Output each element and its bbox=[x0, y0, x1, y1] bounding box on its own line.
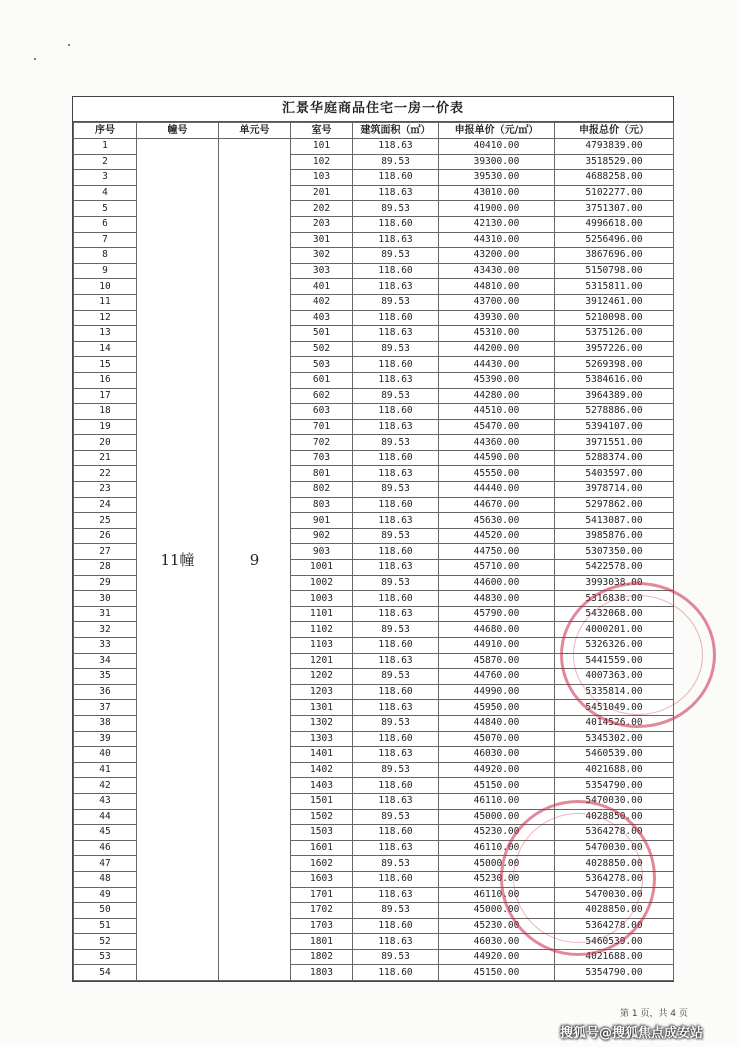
scan-speck bbox=[68, 44, 70, 46]
area-cell: 89.53 bbox=[353, 856, 439, 872]
total-price-cell: 5422578.00 bbox=[555, 560, 674, 576]
row-index-cell: 44 bbox=[74, 809, 137, 825]
row-index-cell: 51 bbox=[74, 918, 137, 934]
area-cell: 89.53 bbox=[353, 388, 439, 404]
column-header-unit: 单元号 bbox=[219, 123, 291, 139]
area-cell: 89.53 bbox=[353, 762, 439, 778]
room-cell: 1002 bbox=[291, 575, 353, 591]
area-cell: 118.60 bbox=[353, 684, 439, 700]
area-cell: 89.53 bbox=[353, 154, 439, 170]
total-price-cell: 5297862.00 bbox=[555, 497, 674, 513]
room-cell: 801 bbox=[291, 466, 353, 482]
row-index-cell: 33 bbox=[74, 638, 137, 654]
row-index-cell: 54 bbox=[74, 965, 137, 981]
room-cell: 101 bbox=[291, 139, 353, 155]
total-price-cell: 5375126.00 bbox=[555, 326, 674, 342]
row-index-cell: 9 bbox=[74, 263, 137, 279]
unit-price-cell: 45150.00 bbox=[439, 778, 555, 794]
total-price-cell: 4793839.00 bbox=[555, 139, 674, 155]
row-index-cell: 19 bbox=[74, 419, 137, 435]
room-cell: 1702 bbox=[291, 903, 353, 919]
row-index-cell: 41 bbox=[74, 762, 137, 778]
table-row bbox=[74, 139, 674, 155]
unit-price-cell: 44430.00 bbox=[439, 357, 555, 373]
row-index-cell: 42 bbox=[74, 778, 137, 794]
column-header-area: 建筑面积（㎡） bbox=[353, 123, 439, 139]
row-index-cell: 46 bbox=[74, 840, 137, 856]
total-price-cell: 5451049.00 bbox=[555, 700, 674, 716]
room-cell: 701 bbox=[291, 419, 353, 435]
total-price-cell: 5210098.00 bbox=[555, 310, 674, 326]
row-index-cell: 31 bbox=[74, 606, 137, 622]
total-price-cell: 5345302.00 bbox=[555, 731, 674, 747]
price-table-sheet bbox=[72, 96, 674, 982]
row-index-cell: 6 bbox=[74, 216, 137, 232]
total-price-cell: 5269398.00 bbox=[555, 357, 674, 373]
room-cell: 703 bbox=[291, 450, 353, 466]
unit-price-cell: 43930.00 bbox=[439, 310, 555, 326]
total-price-cell: 4021688.00 bbox=[555, 949, 674, 965]
unit-price-cell: 39300.00 bbox=[439, 154, 555, 170]
area-cell: 118.63 bbox=[353, 934, 439, 950]
room-cell: 802 bbox=[291, 482, 353, 498]
row-index-cell: 35 bbox=[74, 669, 137, 685]
area-cell: 89.53 bbox=[353, 575, 439, 591]
unit-price-cell: 44520.00 bbox=[439, 528, 555, 544]
total-price-cell: 5441559.00 bbox=[555, 653, 674, 669]
unit-price-cell: 45070.00 bbox=[439, 731, 555, 747]
unit-price-cell: 44680.00 bbox=[439, 622, 555, 638]
room-cell: 1403 bbox=[291, 778, 353, 794]
page-number: 第 1 页，共 4 页 bbox=[620, 1009, 688, 1019]
unit-price-cell: 44510.00 bbox=[439, 404, 555, 420]
unit-price-cell: 43200.00 bbox=[439, 248, 555, 264]
room-cell: 1003 bbox=[291, 591, 353, 607]
area-cell: 118.60 bbox=[353, 871, 439, 887]
room-cell: 1703 bbox=[291, 918, 353, 934]
row-index-cell: 14 bbox=[74, 341, 137, 357]
unit-price-cell: 44810.00 bbox=[439, 279, 555, 295]
unit-price-cell: 43700.00 bbox=[439, 294, 555, 310]
row-index-cell: 37 bbox=[74, 700, 137, 716]
unit-price-cell: 45870.00 bbox=[439, 653, 555, 669]
area-cell: 118.60 bbox=[353, 357, 439, 373]
total-price-cell: 5394107.00 bbox=[555, 419, 674, 435]
area-cell: 118.60 bbox=[353, 216, 439, 232]
total-price-cell: 3957226.00 bbox=[555, 341, 674, 357]
room-cell: 102 bbox=[291, 154, 353, 170]
row-index-cell: 3 bbox=[74, 170, 137, 186]
unit-price-cell: 43010.00 bbox=[439, 185, 555, 201]
row-index-cell: 38 bbox=[74, 715, 137, 731]
total-price-cell: 5288374.00 bbox=[555, 450, 674, 466]
row-index-cell: 52 bbox=[74, 934, 137, 950]
total-price-cell: 3985876.00 bbox=[555, 528, 674, 544]
unit-price-cell: 45630.00 bbox=[439, 513, 555, 529]
area-cell: 118.63 bbox=[353, 747, 439, 763]
area-cell: 89.53 bbox=[353, 482, 439, 498]
unit-price-cell: 45950.00 bbox=[439, 700, 555, 716]
row-index-cell: 47 bbox=[74, 856, 137, 872]
column-header-index: 序号 bbox=[74, 123, 137, 139]
total-price-cell: 3978714.00 bbox=[555, 482, 674, 498]
row-index-cell: 18 bbox=[74, 404, 137, 420]
total-price-cell: 4688258.00 bbox=[555, 170, 674, 186]
unit-price-cell: 44990.00 bbox=[439, 684, 555, 700]
row-index-cell: 49 bbox=[74, 887, 137, 903]
area-cell: 89.53 bbox=[353, 294, 439, 310]
area-cell: 89.53 bbox=[353, 341, 439, 357]
total-price-cell: 5460539.00 bbox=[555, 747, 674, 763]
room-cell: 501 bbox=[291, 326, 353, 342]
room-cell: 602 bbox=[291, 388, 353, 404]
total-price-cell: 4028850.00 bbox=[555, 856, 674, 872]
area-cell: 89.53 bbox=[353, 669, 439, 685]
total-price-cell: 4028850.00 bbox=[555, 809, 674, 825]
table-title: 汇景华庭商品住宅一房一价表 bbox=[73, 97, 673, 122]
room-cell: 1503 bbox=[291, 825, 353, 841]
area-cell: 89.53 bbox=[353, 949, 439, 965]
unit-price-cell: 44440.00 bbox=[439, 482, 555, 498]
room-cell: 601 bbox=[291, 372, 353, 388]
total-price-cell: 5384616.00 bbox=[555, 372, 674, 388]
unit-price-cell: 44200.00 bbox=[439, 341, 555, 357]
total-price-cell: 5150798.00 bbox=[555, 263, 674, 279]
area-cell: 118.63 bbox=[353, 232, 439, 248]
room-cell: 1501 bbox=[291, 793, 353, 809]
area-cell: 118.63 bbox=[353, 887, 439, 903]
column-header-total-price: 申报总价（元） bbox=[555, 123, 674, 139]
unit-price-cell: 46030.00 bbox=[439, 934, 555, 950]
area-cell: 118.63 bbox=[353, 793, 439, 809]
unit-price-cell: 46110.00 bbox=[439, 793, 555, 809]
area-cell: 118.63 bbox=[353, 560, 439, 576]
row-index-cell: 10 bbox=[74, 279, 137, 295]
unit-price-cell: 45000.00 bbox=[439, 809, 555, 825]
total-price-cell: 5413087.00 bbox=[555, 513, 674, 529]
row-index-cell: 1 bbox=[74, 139, 137, 155]
unit-price-cell: 44760.00 bbox=[439, 669, 555, 685]
total-price-cell: 3993038.00 bbox=[555, 575, 674, 591]
room-cell: 1601 bbox=[291, 840, 353, 856]
total-price-cell: 4007363.00 bbox=[555, 669, 674, 685]
total-price-cell: 4028850.00 bbox=[555, 903, 674, 919]
row-index-cell: 13 bbox=[74, 326, 137, 342]
room-cell: 1602 bbox=[291, 856, 353, 872]
unit-price-cell: 45230.00 bbox=[439, 825, 555, 841]
total-price-cell: 4014526.00 bbox=[555, 715, 674, 731]
row-index-cell: 24 bbox=[74, 497, 137, 513]
row-index-cell: 12 bbox=[74, 310, 137, 326]
row-index-cell: 17 bbox=[74, 388, 137, 404]
unit-price-cell: 45000.00 bbox=[439, 903, 555, 919]
row-index-cell: 28 bbox=[74, 560, 137, 576]
total-price-cell: 5315811.00 bbox=[555, 279, 674, 295]
unit-price-cell: 46110.00 bbox=[439, 840, 555, 856]
row-index-cell: 30 bbox=[74, 591, 137, 607]
row-index-cell: 8 bbox=[74, 248, 137, 264]
area-cell: 89.53 bbox=[353, 715, 439, 731]
row-index-cell: 45 bbox=[74, 825, 137, 841]
row-index-cell: 34 bbox=[74, 653, 137, 669]
building-cell: 11幢 bbox=[137, 139, 219, 981]
unit-price-cell: 45710.00 bbox=[439, 560, 555, 576]
total-price-cell: 5354790.00 bbox=[555, 965, 674, 981]
unit-price-cell: 39530.00 bbox=[439, 170, 555, 186]
total-price-cell: 4021688.00 bbox=[555, 762, 674, 778]
unit-price-cell: 41900.00 bbox=[439, 201, 555, 217]
total-price-cell: 5470030.00 bbox=[555, 793, 674, 809]
area-cell: 89.53 bbox=[353, 903, 439, 919]
room-cell: 1301 bbox=[291, 700, 353, 716]
row-index-cell: 50 bbox=[74, 903, 137, 919]
total-price-cell: 3971551.00 bbox=[555, 435, 674, 451]
room-cell: 203 bbox=[291, 216, 353, 232]
row-index-cell: 23 bbox=[74, 482, 137, 498]
area-cell: 118.60 bbox=[353, 638, 439, 654]
unit-price-cell: 44910.00 bbox=[439, 638, 555, 654]
row-index-cell: 27 bbox=[74, 544, 137, 560]
room-cell: 901 bbox=[291, 513, 353, 529]
unit-price-cell: 45150.00 bbox=[439, 965, 555, 981]
price-table bbox=[73, 122, 674, 981]
total-price-cell: 5432068.00 bbox=[555, 606, 674, 622]
area-cell: 89.53 bbox=[353, 622, 439, 638]
room-cell: 202 bbox=[291, 201, 353, 217]
area-cell: 118.60 bbox=[353, 170, 439, 186]
area-cell: 118.63 bbox=[353, 653, 439, 669]
unit-price-cell: 44920.00 bbox=[439, 949, 555, 965]
room-cell: 603 bbox=[291, 404, 353, 420]
row-index-cell: 5 bbox=[74, 201, 137, 217]
unit-price-cell: 43430.00 bbox=[439, 263, 555, 279]
total-price-cell: 3964389.00 bbox=[555, 388, 674, 404]
total-price-cell: 4996618.00 bbox=[555, 216, 674, 232]
total-price-cell: 5364278.00 bbox=[555, 825, 674, 841]
area-cell: 118.60 bbox=[353, 544, 439, 560]
area-cell: 118.63 bbox=[353, 840, 439, 856]
unit-price-cell: 45470.00 bbox=[439, 419, 555, 435]
room-cell: 1803 bbox=[291, 965, 353, 981]
room-cell: 1303 bbox=[291, 731, 353, 747]
unit-price-cell: 44600.00 bbox=[439, 575, 555, 591]
room-cell: 702 bbox=[291, 435, 353, 451]
room-cell: 1701 bbox=[291, 887, 353, 903]
unit-price-cell: 44750.00 bbox=[439, 544, 555, 560]
unit-price-cell: 46110.00 bbox=[439, 887, 555, 903]
unit-price-cell: 44280.00 bbox=[439, 388, 555, 404]
unit-price-cell: 44840.00 bbox=[439, 715, 555, 731]
row-index-cell: 7 bbox=[74, 232, 137, 248]
area-cell: 89.53 bbox=[353, 528, 439, 544]
area-cell: 89.53 bbox=[353, 201, 439, 217]
unit-price-cell: 46030.00 bbox=[439, 747, 555, 763]
total-price-cell: 5470030.00 bbox=[555, 840, 674, 856]
room-cell: 1001 bbox=[291, 560, 353, 576]
area-cell: 118.63 bbox=[353, 466, 439, 482]
column-header-unit-price: 申报单价（元/㎡） bbox=[439, 123, 555, 139]
area-cell: 118.63 bbox=[353, 700, 439, 716]
unit-price-cell: 44920.00 bbox=[439, 762, 555, 778]
row-index-cell: 43 bbox=[74, 793, 137, 809]
unit-price-cell: 44670.00 bbox=[439, 497, 555, 513]
area-cell: 89.53 bbox=[353, 248, 439, 264]
unit-price-cell: 42130.00 bbox=[439, 216, 555, 232]
room-cell: 803 bbox=[291, 497, 353, 513]
total-price-cell: 5316838.00 bbox=[555, 591, 674, 607]
row-index-cell: 32 bbox=[74, 622, 137, 638]
room-cell: 902 bbox=[291, 528, 353, 544]
room-cell: 1203 bbox=[291, 684, 353, 700]
unit-price-cell: 44830.00 bbox=[439, 591, 555, 607]
area-cell: 118.60 bbox=[353, 918, 439, 934]
total-price-cell: 3912461.00 bbox=[555, 294, 674, 310]
area-cell: 118.60 bbox=[353, 965, 439, 981]
total-price-cell: 5256496.00 bbox=[555, 232, 674, 248]
unit-price-cell: 45390.00 bbox=[439, 372, 555, 388]
room-cell: 903 bbox=[291, 544, 353, 560]
total-price-cell: 5364278.00 bbox=[555, 918, 674, 934]
room-cell: 503 bbox=[291, 357, 353, 373]
total-price-cell: 5335814.00 bbox=[555, 684, 674, 700]
total-price-cell: 3518529.00 bbox=[555, 154, 674, 170]
unit-price-cell: 44360.00 bbox=[439, 435, 555, 451]
total-price-cell: 5470030.00 bbox=[555, 887, 674, 903]
room-cell: 1101 bbox=[291, 606, 353, 622]
total-price-cell: 5307350.00 bbox=[555, 544, 674, 560]
unit-price-cell: 40410.00 bbox=[439, 139, 555, 155]
room-cell: 1102 bbox=[291, 622, 353, 638]
row-index-cell: 15 bbox=[74, 357, 137, 373]
row-index-cell: 39 bbox=[74, 731, 137, 747]
column-header-room: 室号 bbox=[291, 123, 353, 139]
area-cell: 118.63 bbox=[353, 419, 439, 435]
area-cell: 118.60 bbox=[353, 497, 439, 513]
area-cell: 89.53 bbox=[353, 435, 439, 451]
total-price-cell: 5102277.00 bbox=[555, 185, 674, 201]
total-price-cell: 3751307.00 bbox=[555, 201, 674, 217]
room-cell: 401 bbox=[291, 279, 353, 295]
unit-price-cell: 45230.00 bbox=[439, 871, 555, 887]
table-header-row bbox=[74, 123, 674, 139]
room-cell: 1302 bbox=[291, 715, 353, 731]
room-cell: 103 bbox=[291, 170, 353, 186]
room-cell: 1202 bbox=[291, 669, 353, 685]
area-cell: 118.60 bbox=[353, 825, 439, 841]
room-cell: 1802 bbox=[291, 949, 353, 965]
total-price-cell: 3867696.00 bbox=[555, 248, 674, 264]
unit-price-cell: 45310.00 bbox=[439, 326, 555, 342]
row-index-cell: 40 bbox=[74, 747, 137, 763]
table-body bbox=[74, 139, 674, 981]
row-index-cell: 25 bbox=[74, 513, 137, 529]
room-cell: 201 bbox=[291, 185, 353, 201]
area-cell: 118.63 bbox=[353, 326, 439, 342]
row-index-cell: 2 bbox=[74, 154, 137, 170]
unit-price-cell: 45550.00 bbox=[439, 466, 555, 482]
row-index-cell: 48 bbox=[74, 871, 137, 887]
row-index-cell: 21 bbox=[74, 450, 137, 466]
room-cell: 1502 bbox=[291, 809, 353, 825]
area-cell: 118.60 bbox=[353, 310, 439, 326]
area-cell: 118.63 bbox=[353, 372, 439, 388]
area-cell: 118.63 bbox=[353, 279, 439, 295]
source-watermark: 搜狐号@搜狐焦点成安站 bbox=[560, 1026, 704, 1041]
room-cell: 1801 bbox=[291, 934, 353, 950]
row-index-cell: 11 bbox=[74, 294, 137, 310]
area-cell: 118.63 bbox=[353, 513, 439, 529]
row-index-cell: 20 bbox=[74, 435, 137, 451]
row-index-cell: 29 bbox=[74, 575, 137, 591]
area-cell: 89.53 bbox=[353, 809, 439, 825]
area-cell: 118.60 bbox=[353, 591, 439, 607]
room-cell: 303 bbox=[291, 263, 353, 279]
room-cell: 301 bbox=[291, 232, 353, 248]
unit-price-cell: 45230.00 bbox=[439, 918, 555, 934]
row-index-cell: 16 bbox=[74, 372, 137, 388]
room-cell: 1402 bbox=[291, 762, 353, 778]
area-cell: 118.60 bbox=[353, 404, 439, 420]
room-cell: 1103 bbox=[291, 638, 353, 654]
total-price-cell: 4000201.00 bbox=[555, 622, 674, 638]
unit-cell: 9 bbox=[219, 139, 291, 981]
total-price-cell: 5278886.00 bbox=[555, 404, 674, 420]
total-price-cell: 5403597.00 bbox=[555, 466, 674, 482]
room-cell: 302 bbox=[291, 248, 353, 264]
area-cell: 118.63 bbox=[353, 606, 439, 622]
room-cell: 502 bbox=[291, 341, 353, 357]
row-index-cell: 22 bbox=[74, 466, 137, 482]
row-index-cell: 26 bbox=[74, 528, 137, 544]
room-cell: 402 bbox=[291, 294, 353, 310]
row-index-cell: 36 bbox=[74, 684, 137, 700]
area-cell: 118.60 bbox=[353, 263, 439, 279]
unit-price-cell: 44590.00 bbox=[439, 450, 555, 466]
total-price-cell: 5326326.00 bbox=[555, 638, 674, 654]
room-cell: 1603 bbox=[291, 871, 353, 887]
total-price-cell: 5460539.00 bbox=[555, 934, 674, 950]
area-cell: 118.63 bbox=[353, 185, 439, 201]
area-cell: 118.60 bbox=[353, 450, 439, 466]
row-index-cell: 4 bbox=[74, 185, 137, 201]
room-cell: 403 bbox=[291, 310, 353, 326]
unit-price-cell: 45000.00 bbox=[439, 856, 555, 872]
scan-speck bbox=[34, 58, 36, 60]
column-header-building: 幢号 bbox=[137, 123, 219, 139]
room-cell: 1201 bbox=[291, 653, 353, 669]
total-price-cell: 5354790.00 bbox=[555, 778, 674, 794]
total-price-cell: 5364278.00 bbox=[555, 871, 674, 887]
area-cell: 118.60 bbox=[353, 731, 439, 747]
row-index-cell: 53 bbox=[74, 949, 137, 965]
area-cell: 118.63 bbox=[353, 139, 439, 155]
unit-price-cell: 44310.00 bbox=[439, 232, 555, 248]
area-cell: 118.60 bbox=[353, 778, 439, 794]
room-cell: 1401 bbox=[291, 747, 353, 763]
unit-price-cell: 45790.00 bbox=[439, 606, 555, 622]
